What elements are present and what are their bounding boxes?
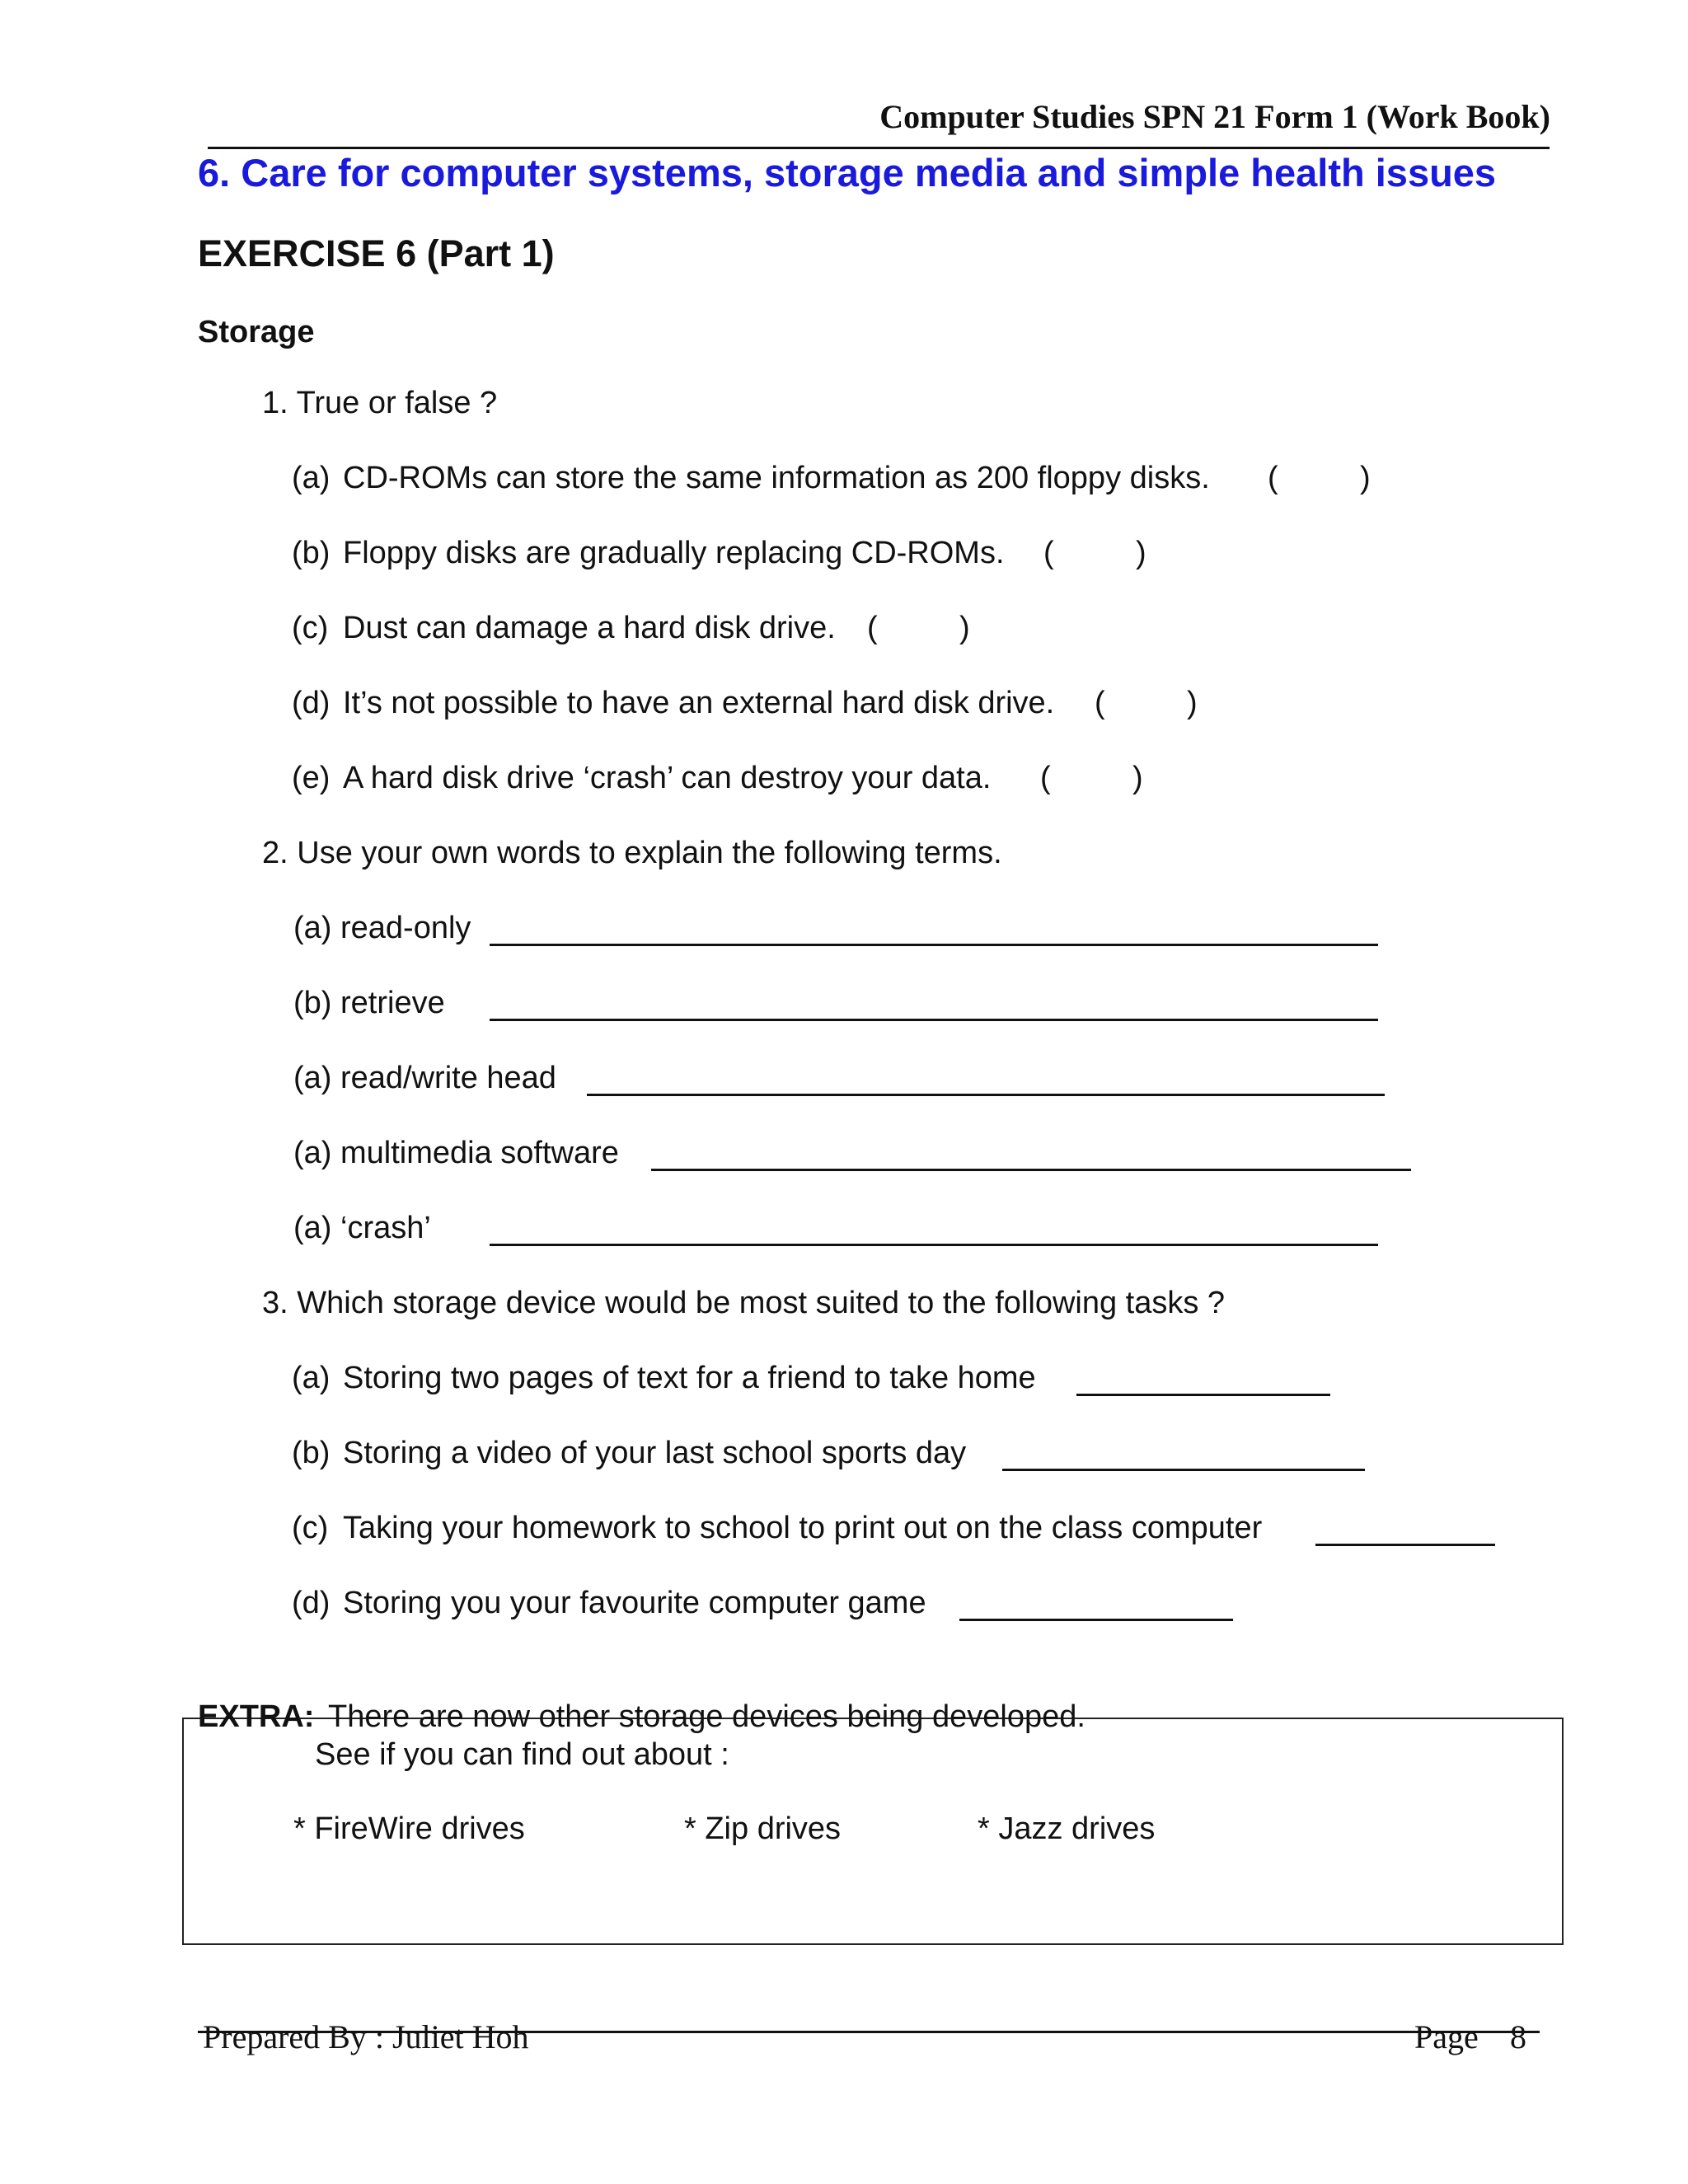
q1-item-b-close-paren: ) [1136, 536, 1146, 570]
q2-term-read-only: (a) read-only [293, 911, 471, 945]
q3-item-c-label: (c) [292, 1511, 329, 1545]
q3-item-b-text: Storing a video of your last school sports day [343, 1436, 967, 1470]
q1-item-d-close-paren: ) [1187, 686, 1198, 720]
q1-item-d-text: It’s not possible to have an external hard disk drive. [343, 686, 1055, 720]
q1-item-e-text: A hard disk drive ‘crash’ can destroy your data. [343, 761, 992, 795]
footer-page-label: Page [1414, 2018, 1479, 2055]
chapter-title: 6. Care for computer systems, storage media and simple health issues [198, 151, 1497, 194]
document-header: Computer Studies SPN 21 Form 1 (Work Book) [879, 98, 1550, 135]
extra-item-firewire: * FireWire drives [293, 1811, 525, 1846]
q1-item-a-label: (a) [292, 461, 331, 495]
q2-term-multimedia-software: (a) multimedia software [293, 1136, 619, 1170]
q1-item-c-close-paren: ) [959, 611, 970, 645]
extra-line-2: See if you can find out about : [315, 1737, 729, 1772]
q2-term-retrieve: (b) retrieve [293, 986, 445, 1020]
answer-line [959, 1619, 1233, 1621]
q1-item-a-text: CD-ROMs can store the same information as 200 floppy disks. [343, 461, 1210, 495]
q3-item-a-text: Storing two pages of text for a friend to take home [343, 1361, 1036, 1395]
extra-line-1: There are now other storage devices being developed. [328, 1699, 1085, 1734]
q3-item-d-label: (d) [292, 1586, 331, 1620]
q1-item-b-text: Floppy disks are gradually replacing CD-ROMs. [343, 536, 1005, 570]
header-rule [208, 147, 1550, 149]
q1-item-c-text: Dust can damage a hard disk drive. [343, 611, 836, 645]
q1-item-c-open-paren: ( [867, 611, 878, 645]
question-2-stem: 2. Use your own words to explain the following terms. [262, 836, 1002, 870]
q1-item-d-open-paren: ( [1095, 686, 1105, 720]
footer-page-number: 8 [1510, 2018, 1526, 2055]
footer-prepared-by: Prepared By : Juliet Hoh [203, 2018, 529, 2055]
answer-line [490, 944, 1378, 946]
q3-item-a-label: (a) [292, 1361, 331, 1395]
q1-item-e-label: (e) [292, 761, 331, 795]
q3-item-b-label: (b) [292, 1436, 331, 1470]
q1-item-e-close-paren: ) [1132, 761, 1143, 795]
answer-line [1315, 1544, 1495, 1546]
section-title: Storage [198, 315, 315, 349]
question-3-stem: 3. Which storage device would be most suited to the following tasks ? [262, 1286, 1226, 1320]
q1-item-a-close-paren: ) [1360, 461, 1371, 495]
q2-term-crash: (a) ‘crash’ [293, 1211, 431, 1245]
q1-item-b-label: (b) [292, 536, 331, 570]
extra-item-jazz: * Jazz drives [978, 1811, 1156, 1846]
question-1-stem: 1. True or false ? [262, 386, 498, 420]
q3-item-d-text: Storing you your favourite computer game [343, 1586, 926, 1620]
q1-item-d-label: (d) [292, 686, 331, 720]
answer-line [1002, 1469, 1365, 1471]
extra-label: EXTRA: [198, 1699, 315, 1734]
extra-item-zip: * Zip drives [684, 1811, 842, 1846]
answer-line [490, 1019, 1378, 1021]
q3-item-c-text: Taking your homework to school to print out on the class computer [343, 1511, 1263, 1545]
q1-item-e-open-paren: ( [1040, 761, 1051, 795]
answer-line [490, 1244, 1378, 1246]
q1-item-b-open-paren: ( [1043, 536, 1054, 570]
q2-term-read-write-head: (a) read/write head [293, 1061, 556, 1095]
answer-line [651, 1169, 1411, 1171]
q1-item-a-open-paren: ( [1268, 461, 1278, 495]
q1-item-c-label: (c) [292, 611, 329, 645]
answer-line [1076, 1394, 1330, 1396]
exercise-title: EXERCISE 6 (Part 1) [198, 232, 555, 274]
answer-line [587, 1094, 1385, 1096]
